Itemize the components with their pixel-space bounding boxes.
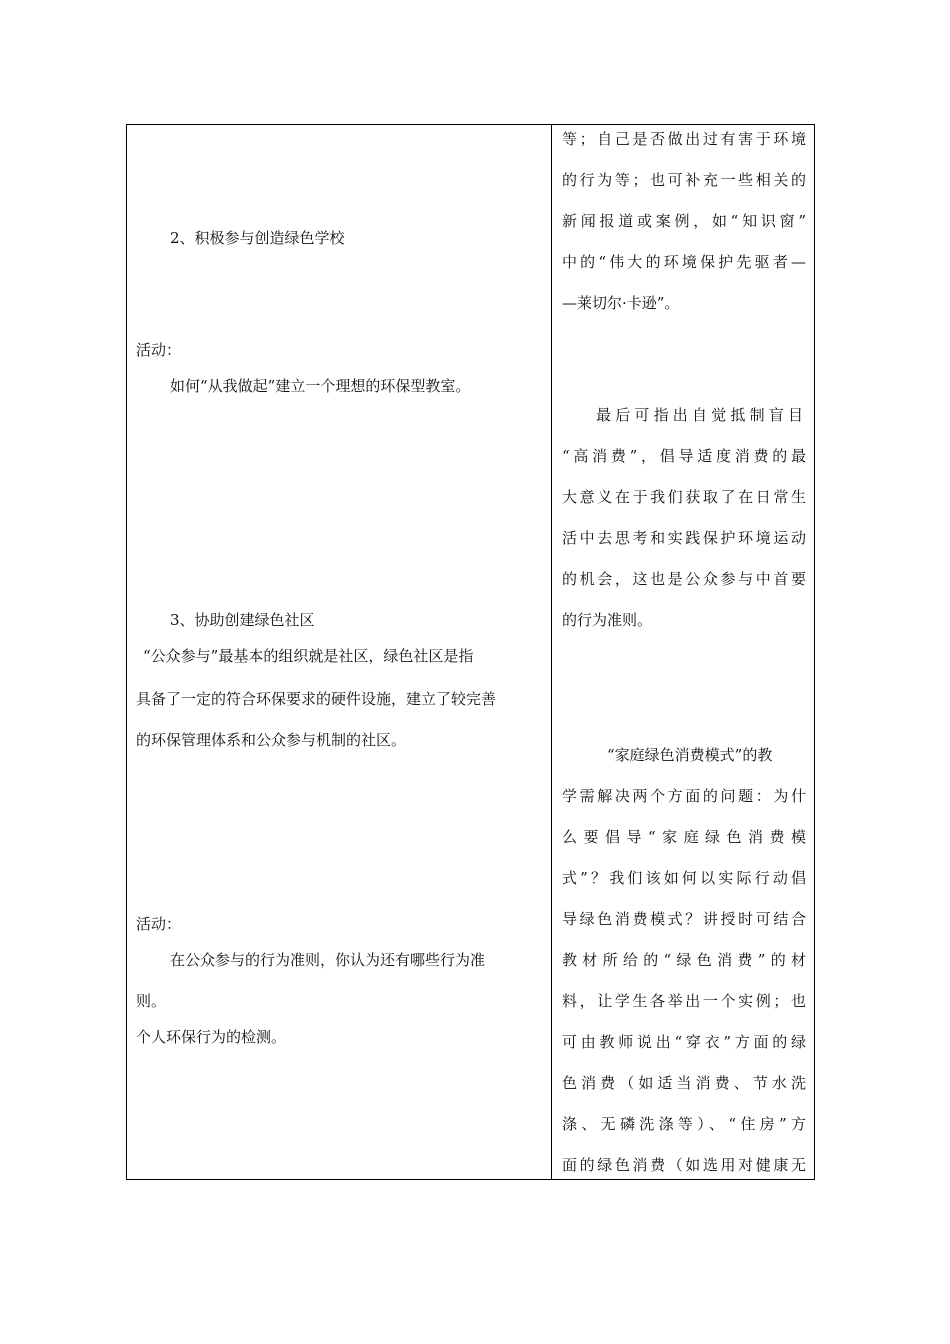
personal-check-text: 个人环保行为的检测。 [136,1028,287,1046]
right-para-line: 色消费（如适当消费、节水洗 [562,1074,806,1092]
right-para-line: 活中去思考和实践保护环境运动 [562,529,806,547]
right-para-line: 么要倡导“家庭绿色消费模 [562,828,806,846]
section-heading-green-community: 3、协助创建绿色社区 [170,611,315,629]
right-para-line: 的行为准则。 [562,611,653,629]
activity-label: 活动： [136,341,182,359]
right-para-line: 等；自己是否做出过有害于环境 [562,130,806,148]
right-para-line: 学需解决两个方面的问题：为什 [562,787,806,805]
activity-text-line: 则。 [136,992,167,1010]
right-para-line: 的机会，这也是公众参与中首要 [562,570,806,588]
community-text-line: 的环保管理体系和公众参与机制的社区。 [136,731,407,749]
right-para-line: “家庭绿色消费模式”的教 [607,746,773,764]
right-para-line: 新闻报道或案例，如“知识窗” [562,212,806,230]
right-para-line: 可由教师说出“穿衣”方面的绿 [562,1033,806,1051]
right-para-line: 大意义在于我们获取了在日常生 [562,488,806,506]
activity-label: 活动： [136,915,182,933]
activity-text: 如何“从我做起”建立一个理想的环保型教室。 [170,377,471,395]
right-para-line: 料，让学生各举出一个实例；也 [562,992,806,1010]
right-para-line: 式”？我们该如何以实际行动倡 [562,869,806,887]
column-divider [551,124,552,1180]
right-para-line: 面的绿色消费（如选用对健康无 [562,1156,806,1174]
right-para-line: “高消费”，倡导适度消费的最 [562,447,806,465]
right-para-line: 涤、无磷洗涤等）、“住房”方 [562,1115,806,1133]
right-para-line: 最后可指出自觉抵制盲目 [596,406,806,424]
right-para-line: 教材所给的“绿色消费”的材 [562,951,806,969]
right-para-line: 的行为等；也可补充一些相关的 [562,171,806,189]
right-para-line: —莱切尔·卡逊”。 [562,294,680,312]
section-heading-green-school: 2、积极参与创造绿色学校 [170,229,345,247]
right-para-line: 导绿色消费模式？讲授时可结合 [562,910,806,928]
right-para-line: 中的“伟大的环境保护先驱者— [562,253,806,271]
activity-text-line: 在公众参与的行为准则，你认为还有哪些行为准 [170,951,486,969]
community-text-line: “公众参与”最基本的组织就是社区，绿色社区是指 [143,647,474,665]
community-text-line: 具备了一定的符合环保要求的硬件设施，建立了较完善 [136,690,497,708]
